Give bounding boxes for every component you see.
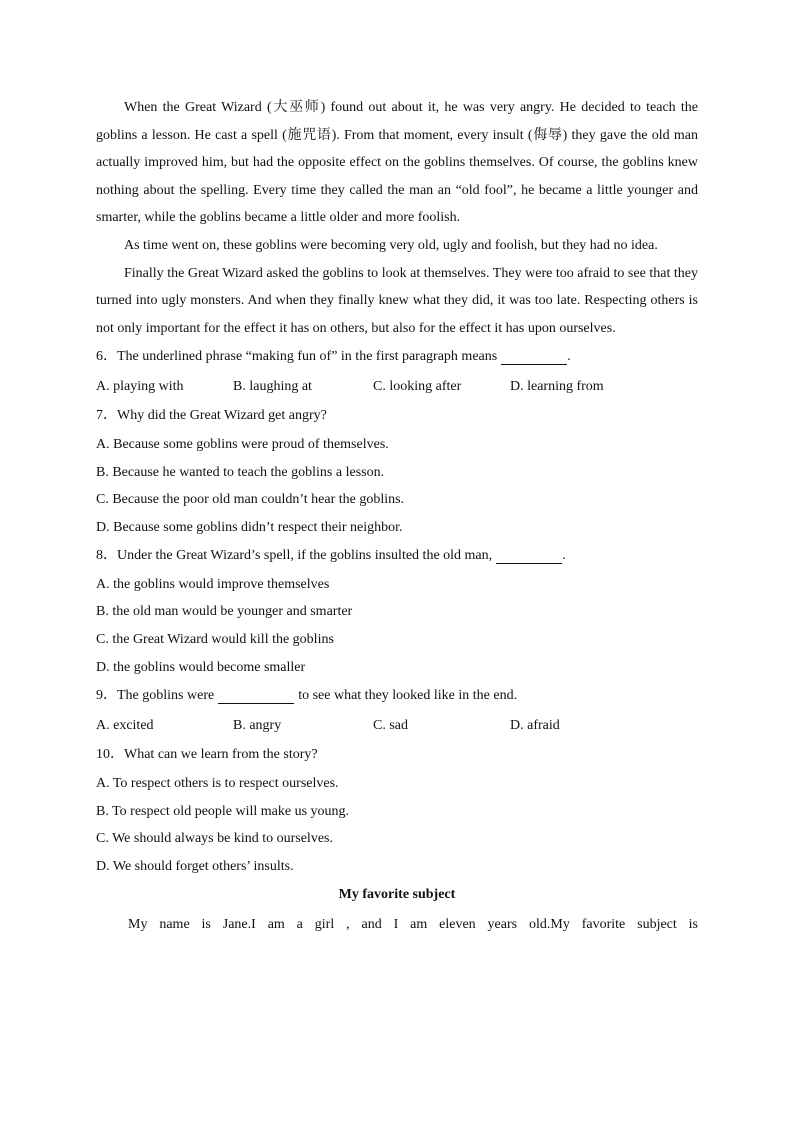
question-6-options [96, 372, 698, 402]
option-a: A. excited [96, 717, 154, 733]
answer-blank [501, 350, 567, 365]
question-6-text: 6．The underlined phrase “making fun of” in the first paragraph means [96, 349, 498, 365]
question-7: 7．Why did the Great Wizard get angry? [96, 408, 327, 424]
option-c: C. looking after [373, 378, 462, 394]
question-10: 10．What can we learn from the story? [96, 747, 318, 763]
option-d: D. Because some goblins didn’t respect their neighbor. [96, 519, 403, 535]
answer-blank [218, 689, 294, 704]
question-9-text-before: 9．The goblins were [96, 688, 215, 704]
option-a: A. playing with [96, 378, 184, 394]
question-8-text: 8．Under the Great Wizard’s spell, if the goblins insulted the old man, [96, 548, 493, 564]
story-paragraph-1: When the Great Wizard (大巫师) found out about it, he was very angry. He decided to teach the goblins a lesson. He cast a spell (施咒语). From that moment, every insult (侮辱) they gave the old man actually improved him, but had the opposite effect on the goblins themselves. Of course, the goblins knew nothing about the spelling. Every time they called the man an “old fool”, he became a little younger and smarter, while the goblins became a little older and more foolish. [96, 100, 698, 226]
question-9-text-after: to see what they looked like in the end. [298, 688, 518, 704]
option-d: D. the goblins would become smaller [96, 659, 306, 675]
story-paragraph-3: Finally the Great Wizard asked the goblins to look at themselves. They were too afraid to see that they turned into ugly monsters. And when they finally knew what they did, it was too late. Respecting others is not only important for the effect it has on others, but also for the effect it has upon ourselves. [96, 265, 698, 336]
option-a: A. Because some goblins were proud of themselves. [96, 436, 389, 452]
question-9 [96, 681, 698, 711]
option-c: C. We should always be kind to ourselves. [96, 831, 333, 847]
option-a: A. To respect others is to respect ourselves. [96, 776, 339, 792]
essay-first-line: My name is Jane.I am a girl , and I am eleven years old.My favorite subject is [128, 916, 698, 932]
option-c: C. Because the poor old man couldn’t hear the goblins. [96, 492, 405, 508]
option-d: D. learning from [510, 378, 604, 394]
option-b: B. laughing at [233, 378, 312, 394]
question-8 [96, 542, 698, 572]
option-b: B. Because he wanted to teach the goblins a lesson. [96, 464, 385, 480]
question-8-end: . [562, 548, 566, 564]
option-c: C. sad [373, 717, 408, 733]
option-b: B. To respect old people will make us young. [96, 803, 350, 819]
answer-blank [496, 549, 562, 564]
option-c: C. the Great Wizard would kill the goblins [96, 632, 334, 648]
option-d: D. afraid [510, 717, 560, 733]
option-b: B. angry [233, 717, 282, 733]
question-6-end: . [567, 349, 571, 365]
story-paragraph-2: As time went on, these goblins were becoming very old, ugly and foolish, but they had no idea. [124, 237, 658, 253]
section-title: My favorite subject [338, 886, 456, 902]
option-d: D. We should forget others’ insults. [96, 858, 294, 874]
option-b: B. the old man would be younger and smarter [96, 604, 353, 620]
option-a: A. the goblins would improve themselves [96, 576, 330, 592]
question-6 [96, 342, 698, 372]
question-9-options [96, 711, 698, 741]
document-page [96, 94, 698, 939]
